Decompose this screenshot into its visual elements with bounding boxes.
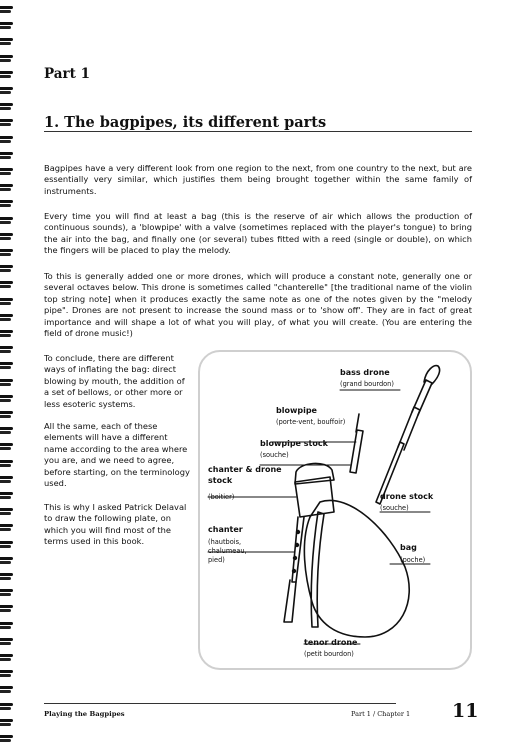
binding-coil bbox=[0, 492, 13, 500]
binding-coil bbox=[0, 443, 13, 451]
paragraph-plate-intro: This is why I asked Patrick Delaval to draw the following plate, on which you will find most of the terms used in this book. bbox=[44, 502, 187, 547]
label-chanter-alt-2: chalumeau, bbox=[208, 547, 247, 555]
binding-coil bbox=[0, 573, 13, 581]
label-tenor-drone: tenor drone bbox=[304, 638, 358, 647]
binding-coil bbox=[0, 476, 13, 484]
label-chanter-drone-stock-2: stock bbox=[208, 476, 233, 485]
binding-coil bbox=[0, 379, 13, 387]
binding-coil bbox=[0, 460, 13, 468]
label-blowpipe-stock-alt: (souche) bbox=[260, 451, 289, 459]
binding-coil bbox=[0, 589, 13, 597]
binding-coil bbox=[0, 314, 13, 322]
binding-coil bbox=[0, 38, 13, 46]
binding-coil bbox=[0, 152, 13, 160]
paragraph-components: Every time you will find at least a bag (this is the reserve of air which allows the production of continuous sounds), a 'blowpipe' with a valve (sometimes replaced with the player's tongue) to bring the air into the bag, and finally one (or several) tubes fitted with a reed (single or double), on which the fingers will be placed to play the melody. bbox=[44, 211, 472, 256]
tenor-drone-shape bbox=[311, 512, 324, 627]
binding-coil bbox=[0, 249, 13, 257]
binding-coil bbox=[0, 719, 13, 727]
binding-coil bbox=[0, 670, 13, 678]
title-divider bbox=[44, 131, 472, 132]
binding-coil bbox=[0, 638, 13, 646]
binding-coil bbox=[0, 298, 13, 306]
blowpipe-shape bbox=[350, 430, 363, 473]
binding-coil bbox=[0, 427, 13, 435]
paragraph-drones: To this is generally added one or more drones, which will produce a constant note, generally one or several octaves below. This drone is sometimes called "chanterelle" [the traditional name of the violin top string note] when it produces exactly the same note as one of the notes given by the "melody pipe". Drones are not present to increase the sound mass or to 'show off'. They are in fact of great importance and will shape a lot of what you will play, of what you will create. (You are entering the field of drone music!) bbox=[44, 271, 472, 339]
spiral-binding bbox=[0, 0, 14, 750]
binding-coil bbox=[0, 703, 13, 711]
footer-book-title: Playing the Bagpipes bbox=[44, 710, 125, 718]
binding-coil bbox=[0, 136, 13, 144]
label-bass-drone: bass drone bbox=[340, 368, 390, 377]
label-chanter-alt-3: pied) bbox=[208, 556, 225, 564]
label-bag: bag bbox=[400, 543, 417, 552]
binding-coil bbox=[0, 265, 13, 273]
label-chanter-alt-1: (hautbois, bbox=[208, 538, 242, 546]
label-drone-stock: drone stock bbox=[380, 492, 434, 501]
binding-coil bbox=[0, 103, 13, 111]
footer-divider bbox=[44, 703, 396, 704]
binding-coil bbox=[0, 233, 13, 241]
page-number: 11 bbox=[452, 700, 479, 722]
label-chanter-drone-stock-alt: (boitier) bbox=[208, 493, 235, 501]
binding-coil bbox=[0, 22, 13, 30]
label-blowpipe: blowpipe bbox=[276, 406, 317, 415]
binding-coil bbox=[0, 735, 13, 743]
label-chanter: chanter bbox=[208, 525, 243, 534]
binding-coil bbox=[0, 605, 13, 613]
bag-shape bbox=[304, 500, 409, 637]
binding-coil bbox=[0, 168, 13, 176]
label-tenor-drone-alt: (petit bourdon) bbox=[304, 650, 354, 658]
binding-coil bbox=[0, 87, 13, 95]
binding-coil bbox=[0, 346, 13, 354]
paragraph-terminology: All the same, each of these elements will have a different name according to the area where you are, and we need to agree, before starting, on the terminology used. bbox=[44, 421, 190, 489]
section-title: 1. The bagpipes, its different parts bbox=[44, 114, 327, 131]
bagpipe-diagram-plate bbox=[198, 350, 472, 670]
binding-coil bbox=[0, 362, 13, 370]
binding-coil bbox=[0, 200, 13, 208]
binding-coil bbox=[0, 686, 13, 694]
binding-coil bbox=[0, 622, 13, 630]
binding-coil bbox=[0, 508, 13, 516]
binding-coil bbox=[0, 6, 13, 14]
binding-coil bbox=[0, 55, 13, 63]
binding-coil bbox=[0, 411, 13, 419]
label-drone-stock-alt: (souche) bbox=[380, 504, 409, 512]
binding-coil bbox=[0, 395, 13, 403]
paragraph-intro: Bagpipes have a very different look from one region to the next, from one country to the next, but are essentially very similar, which justifies them being brought together within the same family of instruments. bbox=[44, 163, 472, 196]
binding-coil bbox=[0, 184, 13, 192]
paragraph-inflating: To conclude, there are different ways of inflating the bag: direct blowing by mouth, the addition of a set of bellows, or other more or less esoteric systems. bbox=[44, 353, 185, 409]
binding-coil bbox=[0, 557, 13, 565]
binding-coil bbox=[0, 281, 13, 289]
binding-coil bbox=[0, 654, 13, 662]
label-chanter-drone-stock-1: chanter & drone bbox=[208, 465, 282, 474]
binding-coil bbox=[0, 524, 13, 532]
binding-coil bbox=[0, 541, 13, 549]
footer-chapter: Part 1 / Chapter 1 bbox=[351, 710, 411, 718]
label-bag-alt: (poche) bbox=[400, 556, 426, 564]
binding-coil bbox=[0, 71, 13, 79]
binding-coil bbox=[0, 217, 13, 225]
label-bass-drone-alt: (grand bourdon) bbox=[340, 380, 394, 388]
part-heading: Part 1 bbox=[44, 66, 90, 82]
binding-coil bbox=[0, 330, 13, 338]
bagpipe-drawing bbox=[200, 352, 470, 668]
label-blowpipe-stock: blowpipe stock bbox=[260, 439, 328, 448]
label-blowpipe-alt: (porte-vent, bouffoir) bbox=[276, 418, 346, 426]
binding-coil bbox=[0, 119, 13, 127]
